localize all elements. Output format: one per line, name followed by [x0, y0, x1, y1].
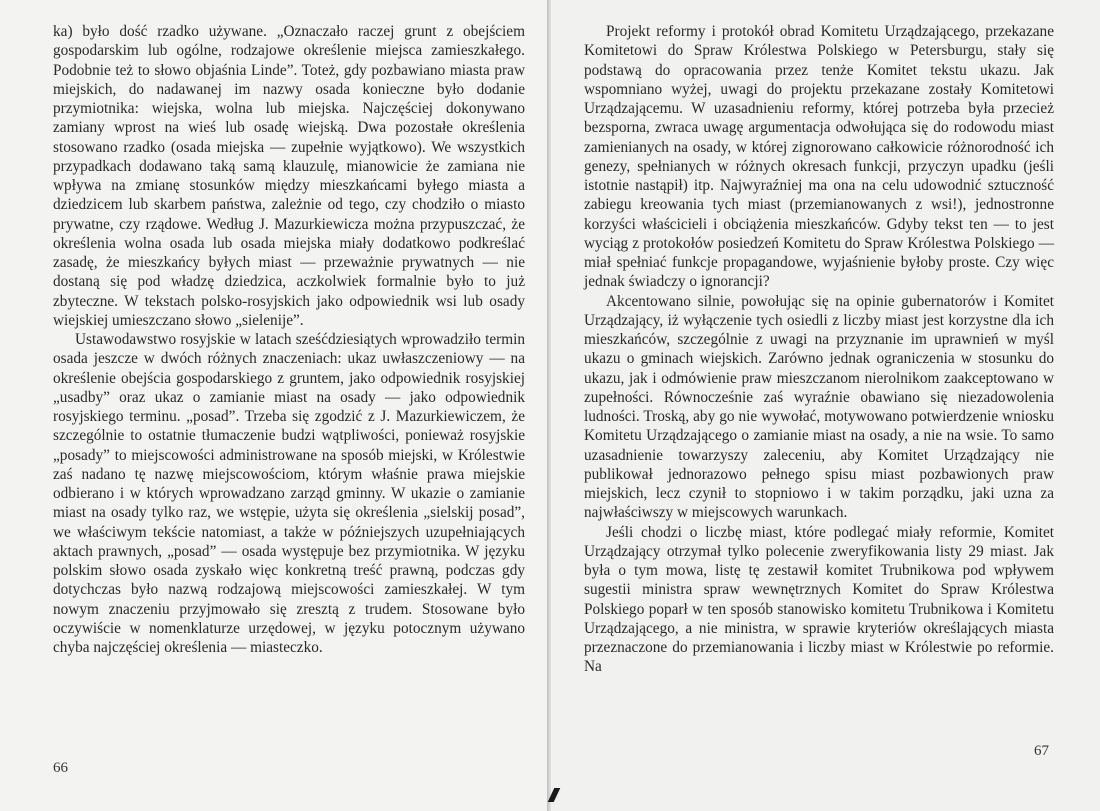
page-number-right: 67 — [1034, 743, 1049, 759]
right-paragraph-1: Projekt reformy i protokół obrad Komitetu Urządzającego, przekazane Komitetowi do Spraw Królestwa Polskiego w Petersburgu, stały się podstawą do opracowania przez tenże Komitet tekstu ukazu. Jak wspomniano wyżej, uwagi do projektu przekazane zostały Komitetowi Urządzającemu. W uzasadnieniu reformy, której potrzeba była przecież bezsporna, zwraca uwagę argumentacja odwołująca się do rodowodu miast zamienianych na osady, w której zignorowano całkowicie różnorodność ich genezy, spełnianych w różnych okresach funkcji, przyczyn upadku (jeśli istotnie nastąpił) itp. Najwyraźniej ma ona na celu udowodnić sztuczność zabiegu kreowania tych miast (przemianowanych z wsi!), jednostronne korzyści właścicieli i obciążenia mieszkańców. Gdyby tekst ten — to jest wyciąg z protokołów posiedzeń Komitetu do Spraw Królestwa Polskiego — miał spełniać funkcje propagandowe, wyjaśnienie byłoby proste. Czy więc jednak świadczy o ignorancji? — [584, 23, 1054, 291]
left-paragraph-2: Ustawodawstwo rosyjskie w latach sześćdziesiątych wprowadziło termin osada jeszcze w dwóch różnych znaczeniach: ukaz uwłaszczeniowy — na określenie obejścia gospodarskiego z gruntem, jako odpowiednik rosyjskiej „usadby” oraz ukaz o zamianie miast na osady — jako odpowiednik rosyjskiego terminu. „posad”. Trzeba się zgodzić z J. Mazurkiewiczem, że szczególnie to ostatnie tłumaczenie budzi wątpliwości, ponieważ rosyjskie „posady” to miejscowości administrowane na sposób miejski, w Królestwie zaś nadano tę nazwę miejscowościom, którym właśnie prawa miejskie odbierano i w których wprowadzano zarząd gminny. W ukazie o zamianie miast na osady tylko raz, we wstępie, użyta się określenia „sielskij posad”, we właściwym tekście natomiast, a także w późniejszych uzupełniających aktach prawnych, „posad” — osada występuje bez przymiotnika. W języku polskim słowo osada zyskało więc konkretną treść prawną, podczas gdy dotychczas było nazwą rodzajową miejscowości zamieszkałej. W tym nowym znaczeniu przyjmowało się zresztą z trudem. Stosowane było oczywiście w nomenklaturze urzędowej, w języku potocznym używano chyba najczęściej określenia — miasteczko. — [53, 331, 525, 656]
page-number-left: 66 — [53, 760, 68, 776]
left-text-column — [53, 22, 525, 657]
right-page — [551, 0, 1100, 811]
left-page — [0, 0, 547, 811]
right-paragraph-3: Jeśli chodzi o liczbę miast, które podlegać miały reformie, Komitet Urządzający otrzymał tylko polecenie zweryfikowania listy 29 miast. Jak była o tym mowa, listę tę zestawił komitet Trubnikowa pod wpływem sugestii ministra spraw wewnętrznych Komitet do Spraw Królestwa Polskiego poparł w ten sposób stanowisko komitetu Trubnikowa i Komitetu Urządzającego, a nie ministra, w sprawie kryteriów określających miasta przeznaczone do przemianowania i liczby miast w Królestwie po reformie. Na — [584, 523, 1054, 676]
right-paragraph-2: Akcentowano silnie, powołując się na opinie gubernatorów i Komitet Urządzający, iż wyłączenie tych osiedli z liczby miast jest korzystne dla ich mieszkańców, szczególnie z uwagi na przyznanie im uprawnień w myśl ukazu o gminach wiejskich. Zarówno jednak ograniczenia w stosunku do ukazu, jak i odmówienie praw mieszczanom nierolnikom zaakceptowano w zupełności. Równocześnie zaś wyraźnie obawiano się niezadowolenia ludności. Troską, aby go nie wywołać, motywowano potwierdzenie wniosku Komitetu Urządzającego o zamianie miast na osady, a nie na wsie. To samo uzasadnienie towarzyszy zaleceniu, aby Komitet Urządzający nie publikował jednorazowo pełnego spisu miast pozbawionych praw miejskich, lecz czynił to stopniowo i w takim porządku, jaki uzna za najwłaściwszy w miejscowych warunkach. — [584, 292, 1054, 522]
right-text-column — [584, 22, 1054, 677]
left-paragraph-1: ka) było dość rzadko używane. „Oznaczało raczej grunt z obejściem gospodarskim lub ogólne, rodzajowe określenie miejsca zamieszkałego. Podobnie też to słowo objaśnia Linde”. Toteż, gdy pozbawiano miasta praw miejskich, do nadawanej im nazwy osada konieczne było dodanie przymiotnika: wiejska, wolna lub miejska. Najczęściej dokonywano zamiany wprost na wieś lub osadę wiejską. Dwa pozostałe określenia stosowano rzadko (osada miejska — zupełnie wyjątkowo). We wszystkich przypadkach dodawano taką samą klauzulę, mianowicie że zamiana nie wpływa na zmianę stosunków między mieszkańcami byłego miasta a dziedzicem lub skarbem państwa, zależnie od tego, czy chodziło o miasto prywatne, czy rządowe. Według J. Mazurkiewicza można przypuszczać, że określenia wolna osada lub osada miejska miały dodatkowo podkreślać zasadę, że mieszkańcy byłych miast — przeważnie prywatnych — nie dostaną się pod władzę dziedzica, aczkolwiek formalnie było to już zbyteczne. W tekstach polsko-rosyjskich jako odpowiednik wsi lub osady wiejskiej umieszczano słowo „sielenije”. — [53, 23, 525, 329]
